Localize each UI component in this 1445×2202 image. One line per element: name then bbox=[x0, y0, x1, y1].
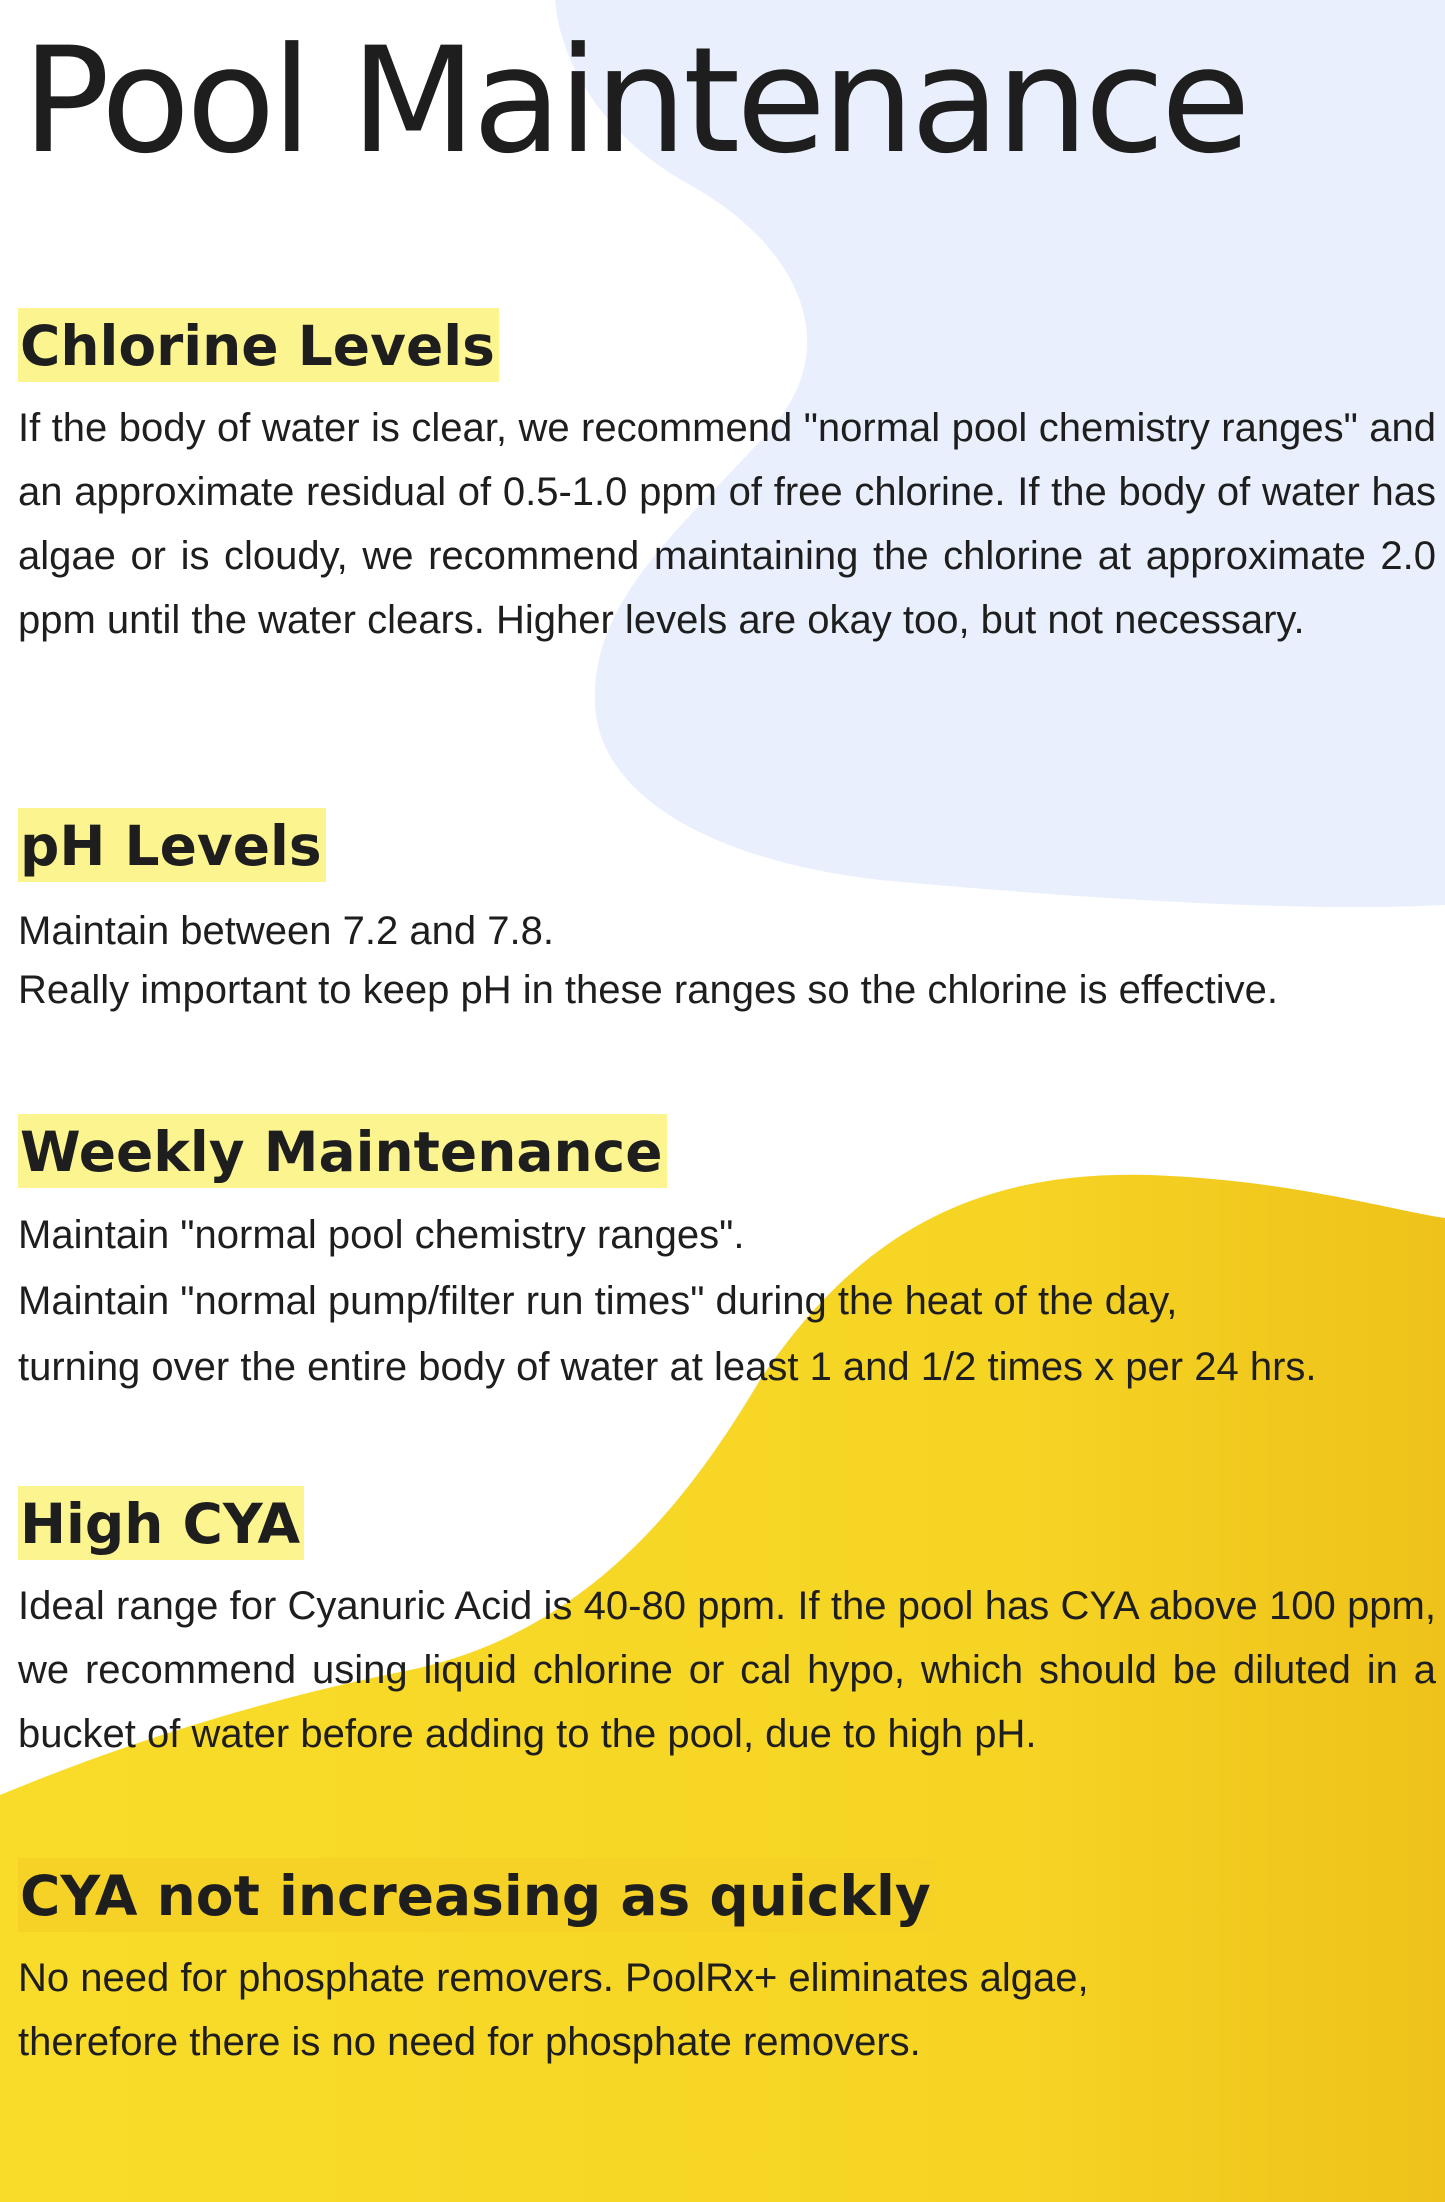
weekly-maintenance-line: Maintain "normal pump/filter run times" during the heat of the day, bbox=[18, 1279, 1178, 1323]
section-heading-cya-not-increasing: CYA not increasing as quickly bbox=[18, 1858, 935, 1932]
chlorine-levels-text: If the body of water is clear, we recommend "normal pool chemistry ranges" and an approximate residual of 0.5-1.0 ppm of free chlorine. If the body of water has algae or is cloudy, we recommend maintaining the chlorine at approximate 2.0 ppm until the water clears. Higher levels are okay too, but not necessary. bbox=[18, 406, 1436, 642]
weekly-maintenance-text bbox=[18, 1202, 1438, 1400]
section-heading-ph-levels: pH Levels bbox=[18, 808, 326, 882]
section-heading-high-cya: High CYA bbox=[18, 1486, 304, 1560]
section-ph-levels bbox=[18, 808, 1438, 1020]
cya-not-increasing-line: therefore there is no need for phosphate removers. bbox=[18, 2020, 921, 2064]
weekly-maintenance-line: turning over the entire body of water at least 1 and 1/2 times x per 24 hrs. bbox=[18, 1345, 1317, 1389]
high-cya-text: Ideal range for Cyanuric Acid is 40-80 ppm. If the pool has CYA above 100 ppm, we recommend using liquid chlorine or cal hypo, which should be diluted in a bucket of water before adding to the pool, due to high pH. bbox=[18, 1584, 1436, 1756]
ph-levels-line: Really important to keep pH in these ranges so the chlorine is effective. bbox=[18, 968, 1278, 1012]
section-heading-weekly-maintenance: Weekly Maintenance bbox=[18, 1114, 667, 1188]
ph-levels-line: Maintain between 7.2 and 7.8. bbox=[18, 909, 554, 953]
weekly-maintenance-line: Maintain "normal pool chemistry ranges". bbox=[18, 1213, 745, 1257]
ph-levels-text bbox=[18, 902, 1438, 1020]
cya-not-increasing-text bbox=[18, 1946, 1438, 2074]
section-high-cya bbox=[18, 1486, 1438, 1766]
page-title: Pool Maintenance bbox=[22, 16, 1247, 186]
section-chlorine-levels bbox=[18, 308, 1438, 652]
cya-not-increasing-line: No need for phosphate removers. PoolRx+ eliminates algae, bbox=[18, 1956, 1089, 2000]
section-weekly-maintenance bbox=[18, 1114, 1438, 1400]
section-cya-not-increasing bbox=[18, 1858, 1438, 2074]
section-heading-chlorine-levels: Chlorine Levels bbox=[18, 308, 499, 382]
